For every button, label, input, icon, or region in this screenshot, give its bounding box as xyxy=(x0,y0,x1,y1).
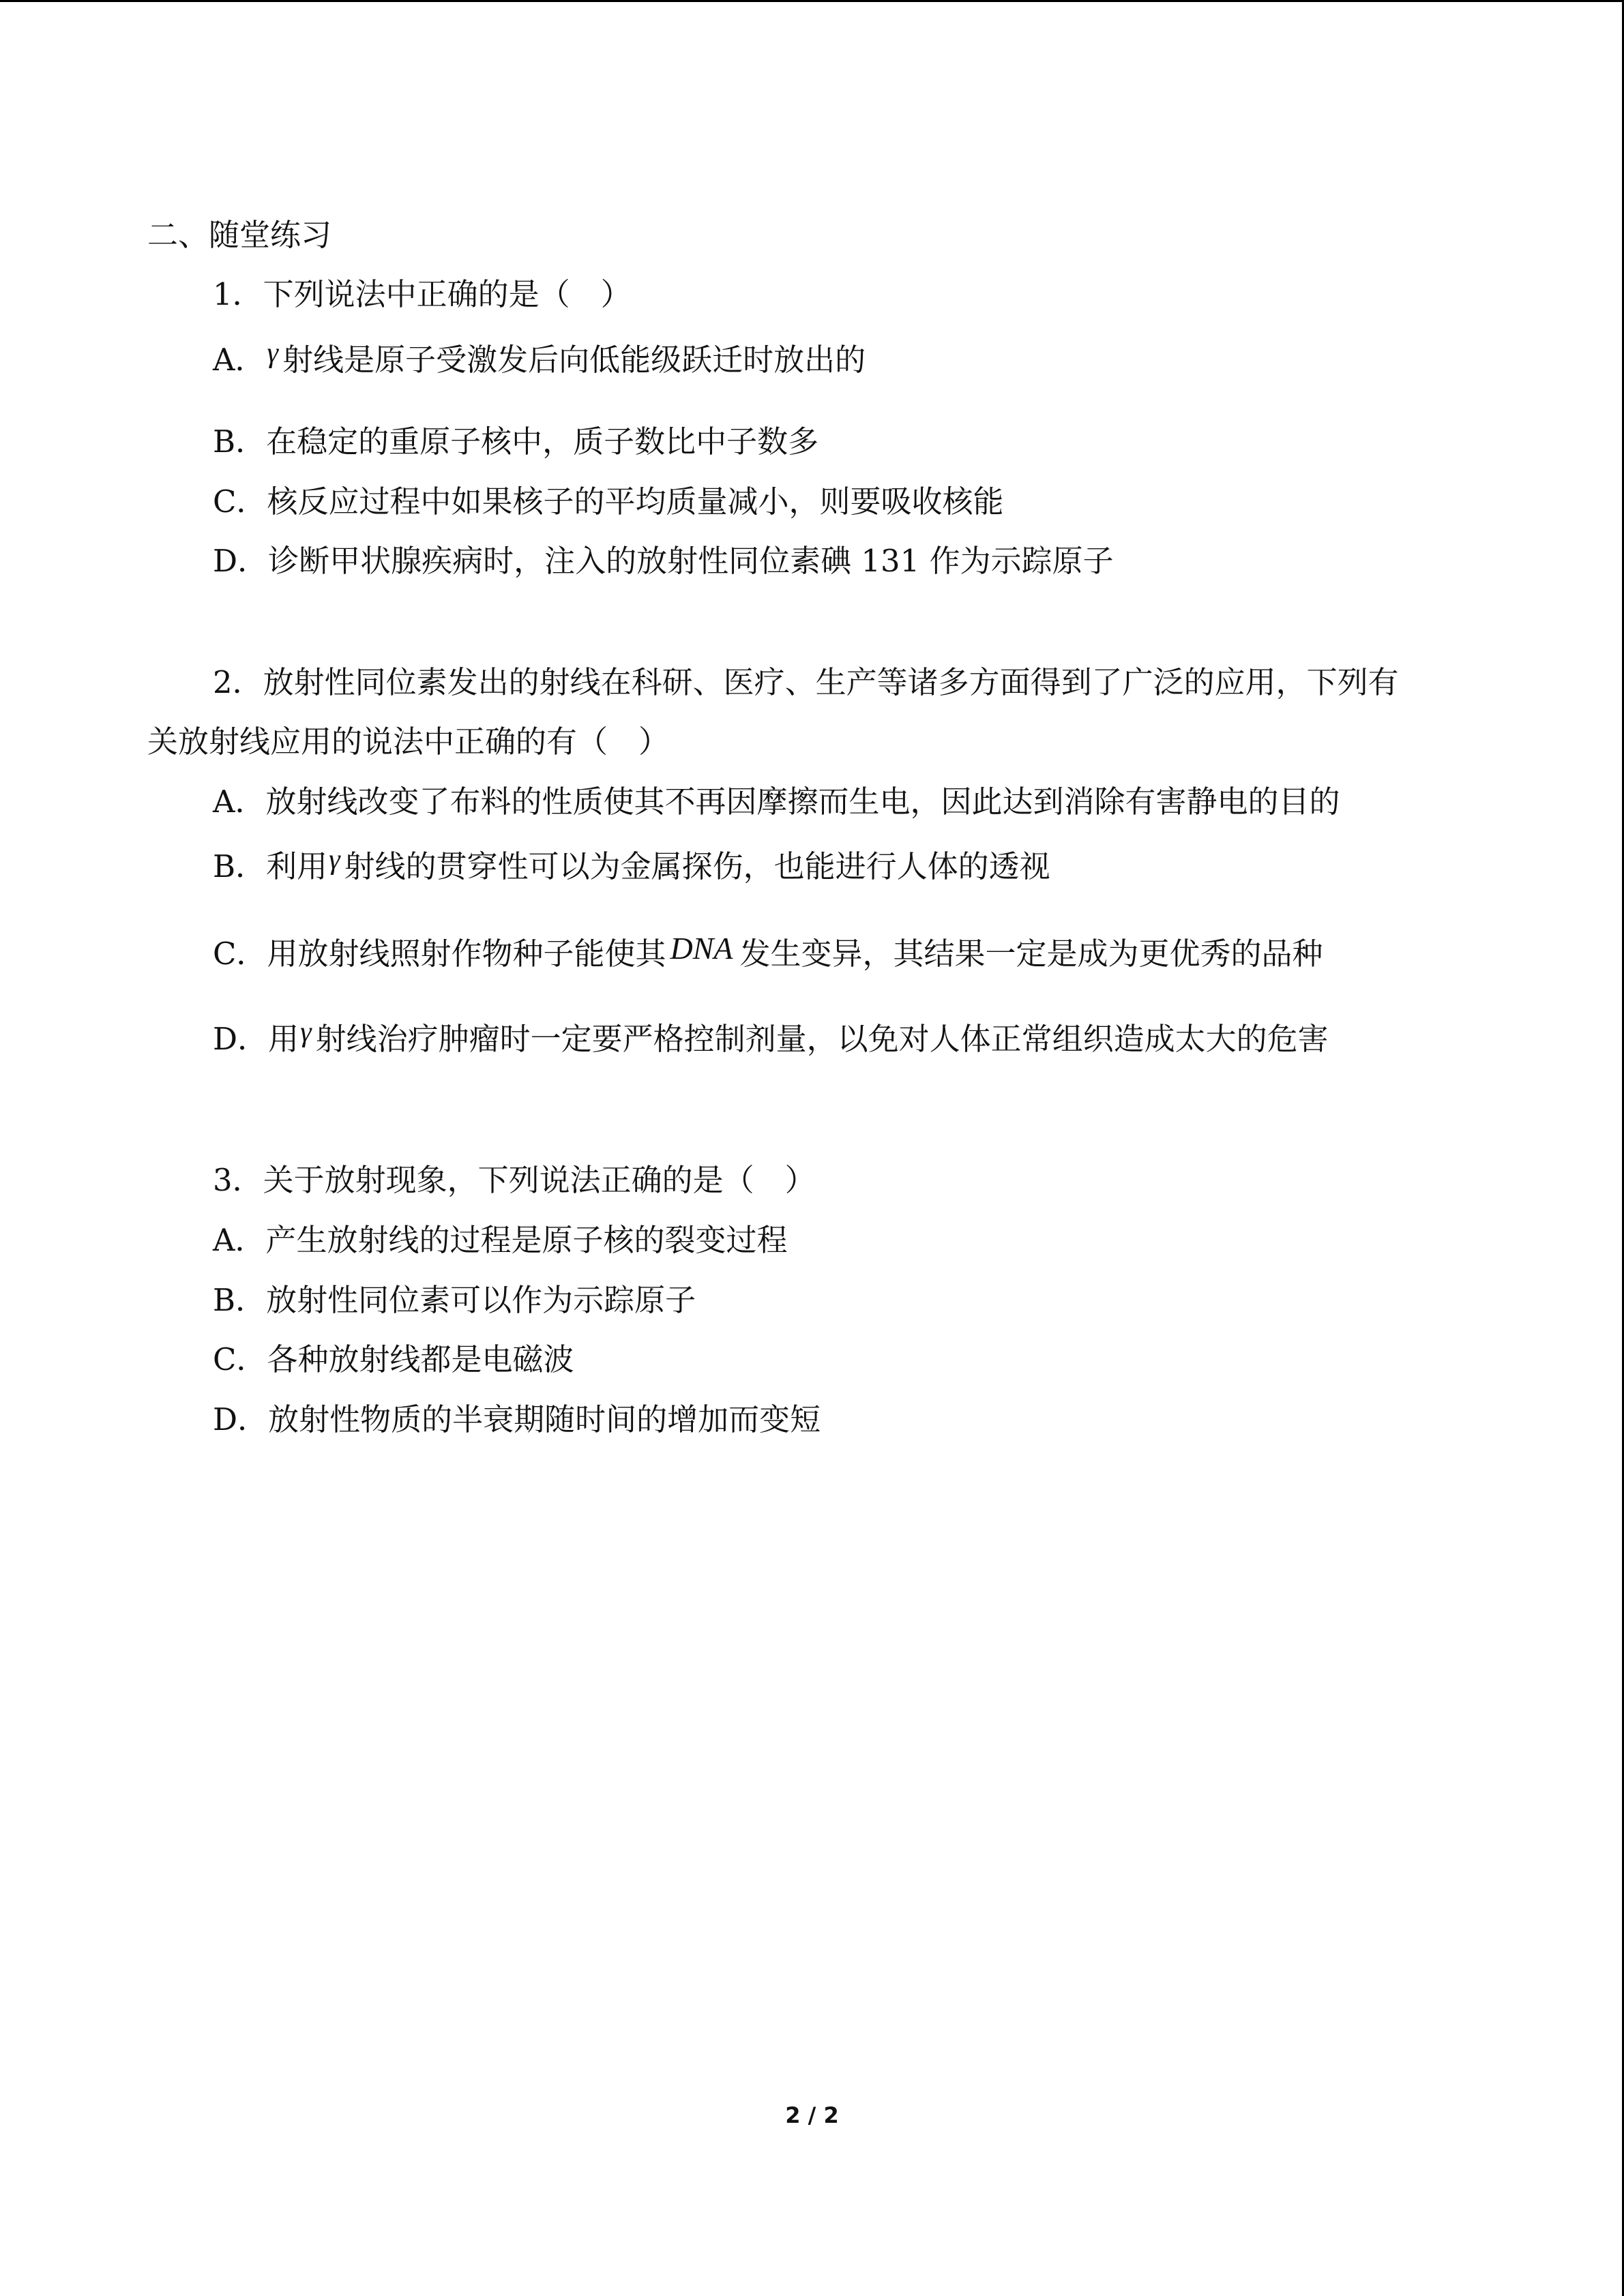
question-3-option-a xyxy=(213,1220,788,1261)
option-prefix: A． xyxy=(213,1222,266,1258)
option-text: 放射性同位素可以作为示踪原子 xyxy=(266,1282,696,1318)
section-title: 二、随堂练习 xyxy=(147,217,332,253)
option-text: 发生变异，其结果一定是成为更优秀的品种 xyxy=(739,936,1323,972)
option-text: 产生放射线的过程是原子核的裂变过程 xyxy=(265,1222,788,1258)
question-1-option-d xyxy=(213,541,1114,582)
gamma-symbol: γ xyxy=(267,338,279,369)
option-text: 在稳定的重原子核中，质子数比中子数多 xyxy=(266,423,819,460)
question-2-option-a xyxy=(213,781,1340,822)
option-prefix: D． xyxy=(213,1021,269,1057)
option-text: 射线治疗肿瘤时一定要严格控制剂量，以免对人体正常组织造成太大的危害 xyxy=(315,1021,1329,1057)
option-prefix: B． xyxy=(213,848,267,884)
option-text: 放射性物质的半衰期随时间的增加而变短 xyxy=(268,1401,821,1437)
option-prefix: A． xyxy=(213,784,266,820)
question-1-option-a xyxy=(213,340,866,382)
option-prefix: C． xyxy=(213,1341,267,1377)
page-number: 2 / 2 xyxy=(785,2102,839,2128)
dna-symbol: DNA xyxy=(670,931,733,966)
option-text-before: 用放射线照射作物种子能使其 xyxy=(267,936,666,972)
question-1-option-b xyxy=(213,421,818,462)
question-3-stem: 3．关于放射现象，下列说法正确的是（ ） xyxy=(213,1162,816,1198)
question-1-stem: 1．下列说法中正确的是（ ） xyxy=(213,276,632,312)
question-3-option-d xyxy=(213,1399,821,1440)
option-text: 核反应过程中如果核子的平均质量减小，则要吸收核能 xyxy=(267,483,1004,520)
option-prefix: C． xyxy=(213,483,267,520)
option-text: 各种放射线都是电磁波 xyxy=(267,1341,574,1377)
question-1-option-c xyxy=(213,481,1003,522)
gamma-symbol: γ xyxy=(300,1017,312,1048)
question-3-option-b xyxy=(213,1280,696,1321)
option-prefix: D． xyxy=(213,1401,269,1437)
option-text: 射线是原子受激发后向低能级跃迁时放出的 xyxy=(282,342,866,378)
question-2-option-b xyxy=(213,846,1050,889)
option-prefix: D． xyxy=(213,543,269,579)
option-prefix: A． xyxy=(213,342,266,378)
option-text: 诊断甲状腺疾病时，注入的放射性同位素碘 131 作为示踪原子 xyxy=(268,543,1114,579)
question-2-option-d xyxy=(213,1019,1329,1061)
page-top-border xyxy=(0,0,1624,2)
option-text-before: 用 xyxy=(268,1021,299,1057)
option-text: 射线的贯穿性可以为金属探伤，也能进行人体的透视 xyxy=(344,848,1050,884)
option-text-before: 利用 xyxy=(266,848,328,884)
question-2-stem-line-2: 关放射线应用的说法中正确的有（ ） xyxy=(147,724,670,760)
question-2-stem-line-1: 2．放射性同位素发出的射线在科研、医疗、生产等诸多方面得到了广泛的应用，下列有 xyxy=(213,664,1399,700)
option-prefix: B． xyxy=(213,1282,267,1318)
question-3-option-c xyxy=(213,1339,574,1380)
gamma-symbol: γ xyxy=(329,844,340,876)
option-prefix: C． xyxy=(213,936,267,972)
question-2-option-c xyxy=(213,931,1323,974)
option-text: 放射线改变了布料的性质使其不再因摩擦而生电，因此达到消除有害静电的目的 xyxy=(265,784,1340,820)
option-prefix: B． xyxy=(213,423,267,460)
